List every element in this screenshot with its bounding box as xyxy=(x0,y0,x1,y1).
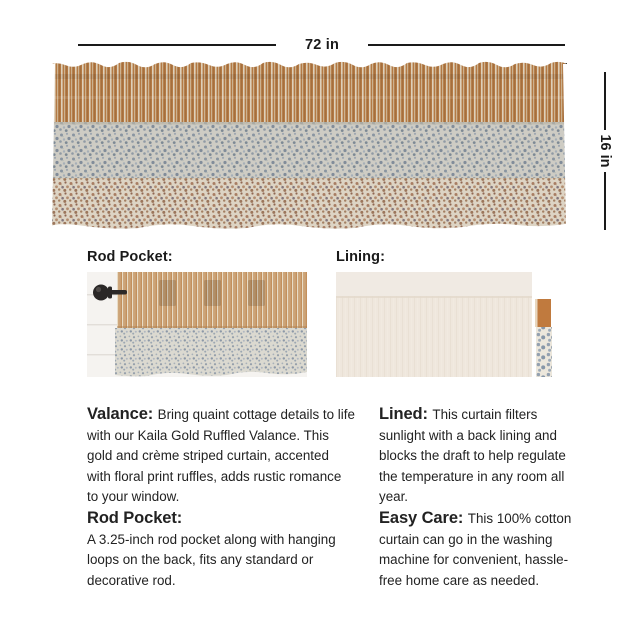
lining-edge-stripe xyxy=(536,299,551,327)
width-dimension xyxy=(78,36,565,54)
feature-rod-pocket xyxy=(87,508,355,591)
valance-hero-image xyxy=(47,60,571,230)
feature-easy-care-body: This 100% cotton curtain can go in the washing machine for convenient, hassle-free home care as needed. xyxy=(379,511,572,588)
lining-edge-floral xyxy=(536,327,552,377)
rod-finial-icon xyxy=(93,285,109,301)
lining-photo xyxy=(336,272,556,377)
feature-valance-lede: Valance: xyxy=(87,405,158,423)
rod-pocket-photo xyxy=(87,272,307,377)
height-dimension xyxy=(596,72,614,230)
feature-easy-care-lede: Easy Care: xyxy=(379,509,468,527)
feature-lined xyxy=(379,404,579,508)
lining-caption: Lining: xyxy=(336,249,386,265)
width-rule-right xyxy=(368,44,565,46)
width-rule-left xyxy=(78,44,276,46)
feature-easy-care xyxy=(379,508,579,591)
feature-lined-body: This curtain filters sunlight with a back lining and blocks the draft to help regulate the temperature in any room all year. xyxy=(379,407,566,504)
rod-pocket-caption: Rod Pocket: xyxy=(87,249,173,265)
feature-rod-pocket-body: A 3.25-inch rod pocket along with hanging loops on the back, fits any standard or decorative rod. xyxy=(87,531,336,588)
feature-lined-lede: Lined: xyxy=(379,405,433,423)
height-dimension-label: 16 in xyxy=(597,134,613,168)
feature-valance xyxy=(87,404,355,508)
height-rule-bottom xyxy=(604,172,606,230)
feature-valance-body: Bring quaint cottage details to life with our Kaila Gold Ruffled Valance. This gold and crème striped curtain, accented with floral print ruffles, adds rustic romance to your window. xyxy=(87,407,355,504)
feature-rod-pocket-lede: Rod Pocket: xyxy=(87,509,183,527)
width-dimension-label: 72 in xyxy=(304,37,340,53)
